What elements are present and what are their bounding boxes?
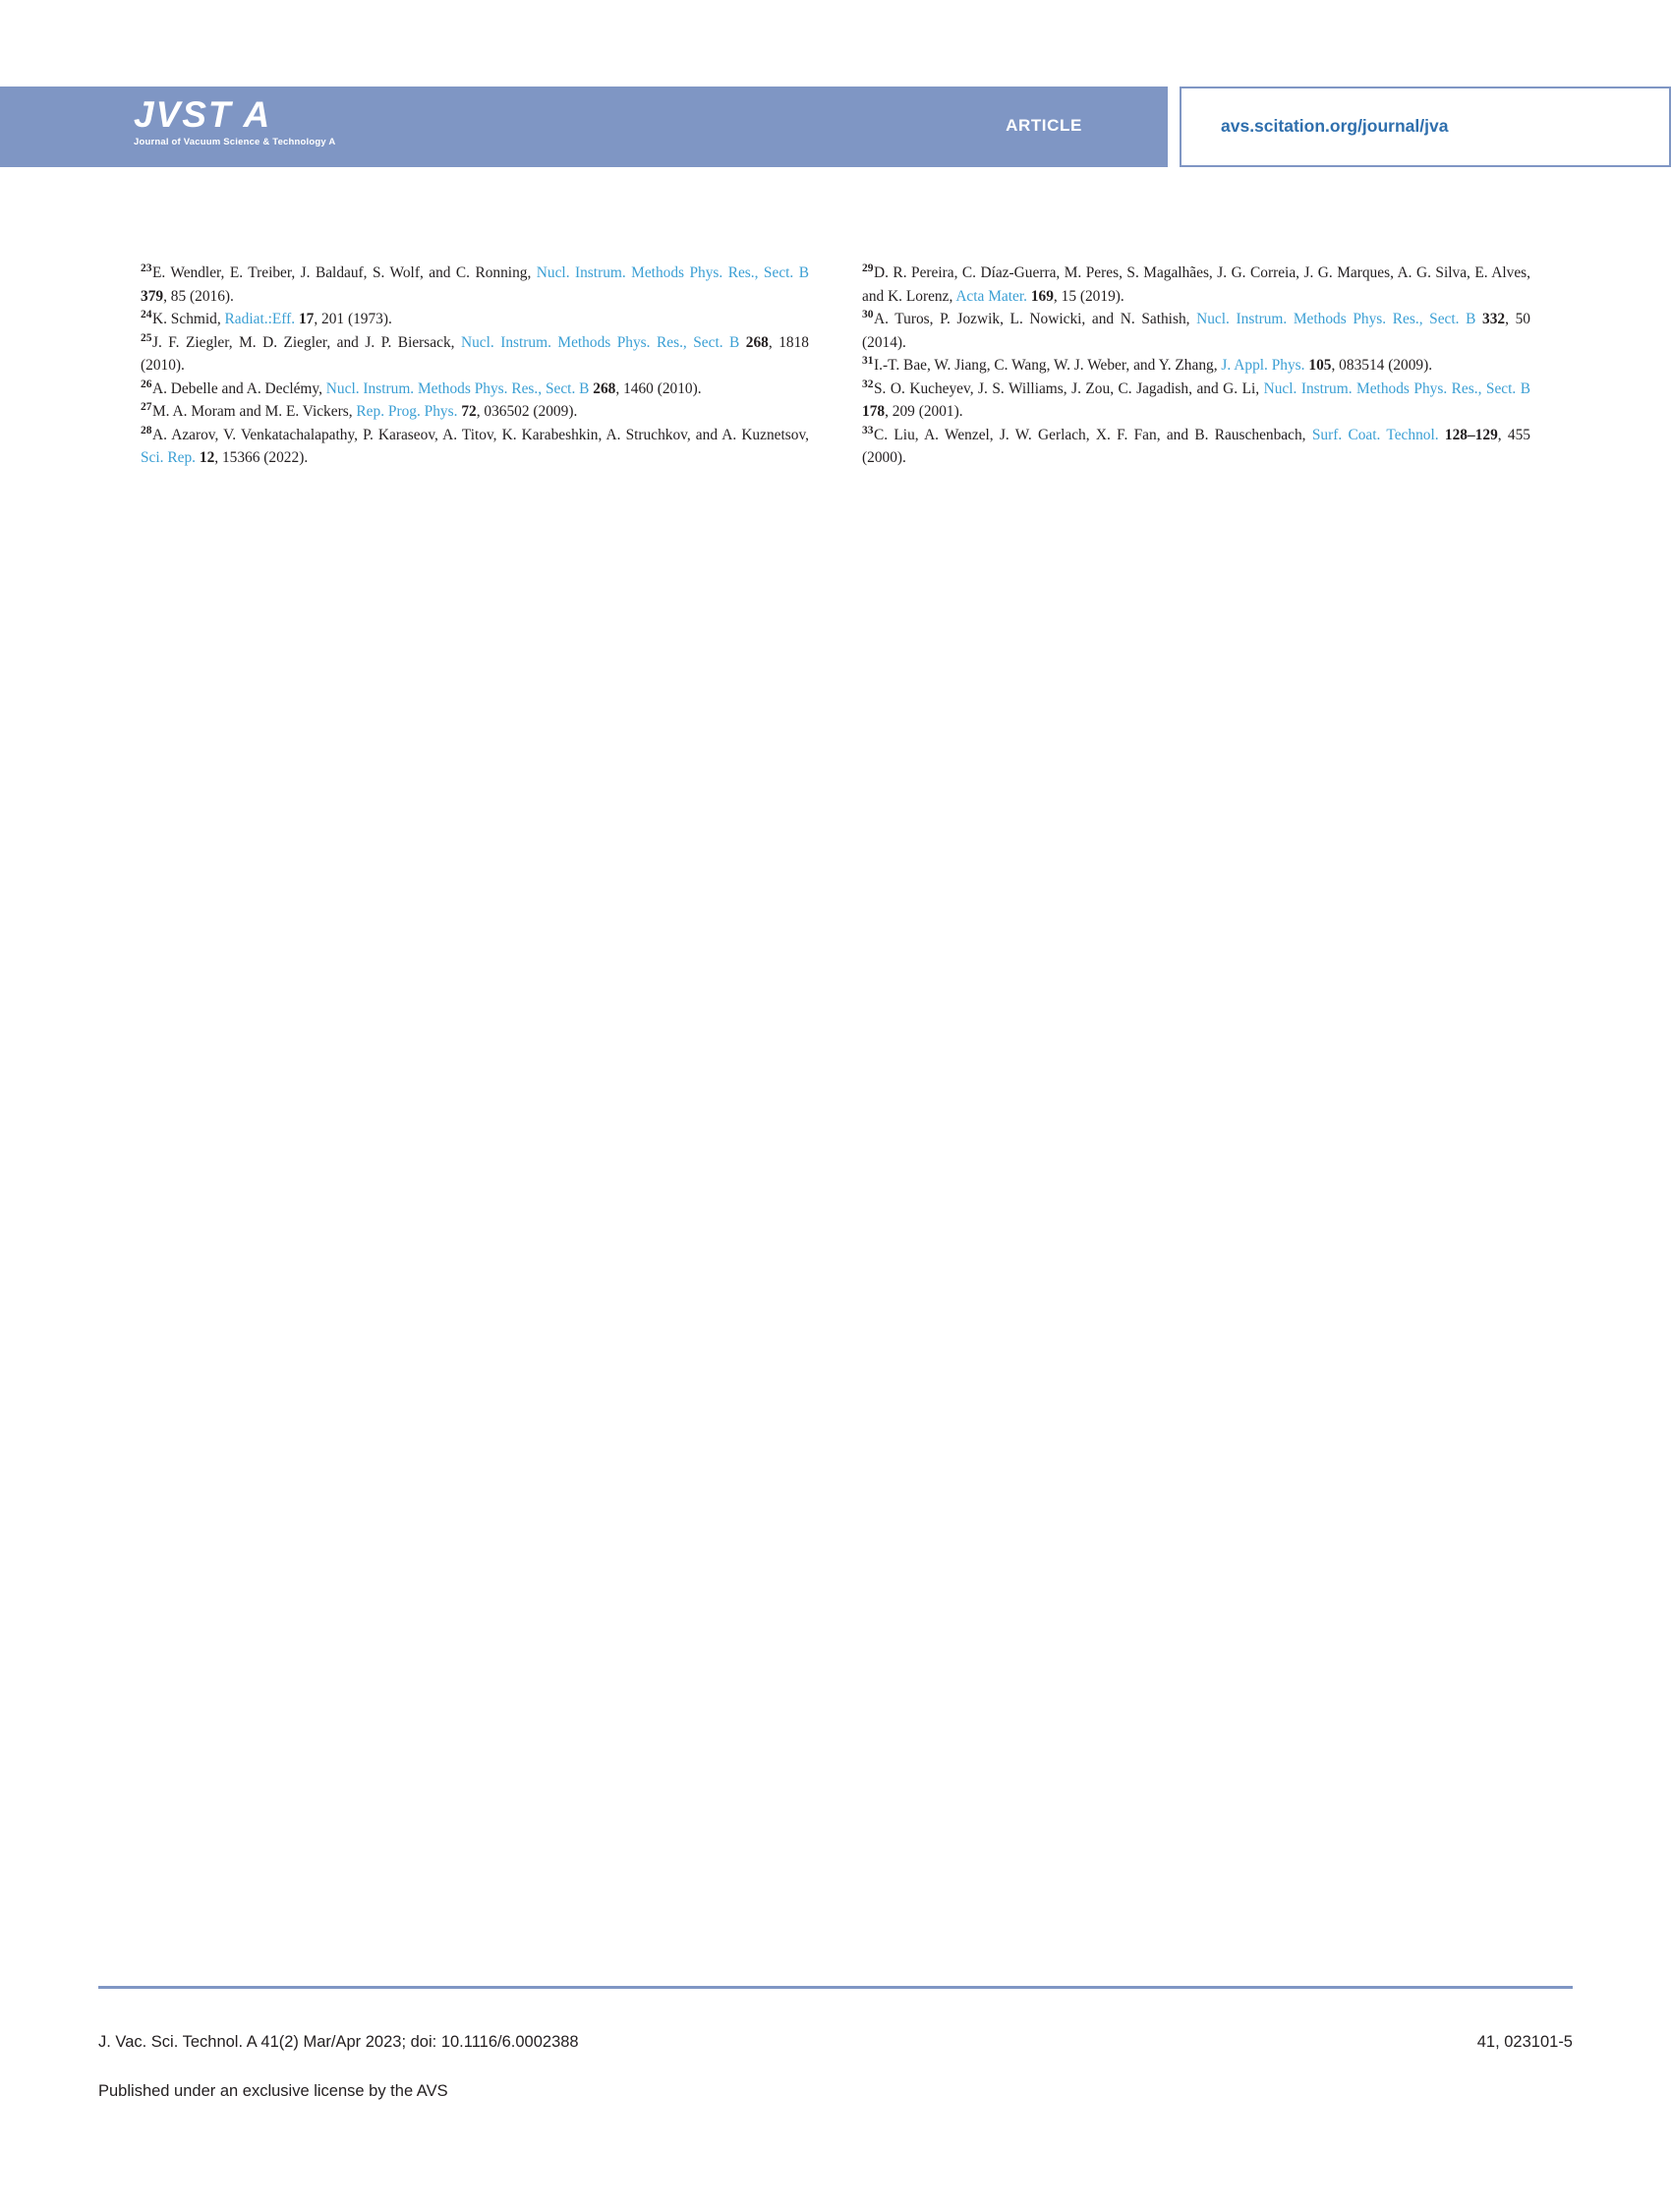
reference-volume: 332 (1482, 311, 1506, 327)
reference-item (141, 400, 809, 424)
reference-number: 26 (141, 378, 152, 390)
reference-text: S. O. Kucheyev, J. S. Williams, J. Zou, C. Jagadish, and G. Li, (874, 379, 1264, 397)
reference-number: 33 (862, 424, 874, 437)
reference-number: 32 (862, 378, 874, 390)
reference-journal-link[interactable]: Nucl. Instrum. Methods Phys. Res., Sect. B (1263, 379, 1530, 397)
reference-item (862, 424, 1530, 470)
reference-text: , 1460 (2010). (615, 379, 702, 397)
reference-volume: 268 (593, 379, 616, 397)
reference-journal-link[interactable]: Sci. Rep. (141, 449, 197, 466)
reference-journal-link[interactable]: Nucl. Instrum. Methods Phys. Res., Sect. B (536, 264, 809, 281)
reference-item (141, 378, 809, 401)
reference-text: , 201 (1973). (314, 311, 392, 327)
reference-number: 30 (862, 309, 874, 320)
reference-item (141, 262, 809, 308)
reference-text: A. Turos, P. Jozwik, L. Nowicki, and N. Sathish, (874, 311, 1197, 327)
reference-journal-link[interactable]: Surf. Coat. Technol. (1311, 426, 1439, 443)
reference-text: , 15 (2019). (1053, 287, 1124, 305)
reference-text: , 15366 (2022). (214, 449, 309, 466)
reference-volume: 178 (862, 403, 886, 420)
journal-url-link[interactable]: avs.scitation.org/journal/jva (1221, 116, 1449, 136)
reference-journal-link[interactable]: Nucl. Instrum. Methods Phys. Res., Sect. B (460, 333, 740, 351)
reference-journal-link[interactable]: Rep. Prog. Phys. (356, 403, 458, 420)
reference-text: K. Schmid, (152, 311, 225, 327)
reference-text: , 1818 (2010). (141, 333, 809, 374)
reference-journal-link[interactable]: Nucl. Instrum. Methods Phys. Res., Sect. B (325, 379, 590, 397)
reference-text: E. Wendler, E. Treiber, J. Baldauf, S. Wolf, and C. Ronning, (152, 264, 537, 281)
reference-volume: 379 (141, 287, 164, 305)
references-column-right (862, 262, 1530, 470)
reference-volume: 128–129 (1444, 426, 1498, 443)
reference-item (141, 424, 809, 470)
reference-text: C. Liu, A. Wenzel, J. W. Gerlach, X. F. Fan, and B. Rauschenbach, (874, 426, 1312, 443)
page-header (0, 87, 1671, 167)
reference-journal-link[interactable]: Nucl. Instrum. Methods Phys. Res., Sect. B (1196, 311, 1476, 327)
reference-number: 25 (141, 331, 152, 344)
journal-logo (134, 94, 335, 148)
reference-number: 28 (141, 424, 152, 437)
reference-text: J. F. Ziegler, M. D. Ziegler, and J. P. Biersack, (152, 333, 461, 351)
footer-divider (98, 1986, 1573, 1989)
footer-citation: J. Vac. Sci. Technol. A 41(2) Mar/Apr 2023; doi: 10.1116/6.0002388 (98, 2033, 579, 2051)
reference-text: I.-T. Bae, W. Jiang, C. Wang, W. J. Weber, and Y. Zhang, (874, 357, 1222, 374)
reference-text: M. A. Moram and M. E. Vickers, (152, 403, 357, 420)
footer-license: Published under an exclusive license by the AVS (98, 2082, 448, 2100)
reference-item (141, 308, 809, 331)
reference-text: , 209 (2001). (885, 403, 963, 420)
reference-item (862, 378, 1530, 424)
reference-text: , 036502 (2009). (476, 403, 578, 420)
reference-volume: 169 (1030, 287, 1054, 305)
reference-text: , 85 (2016). (163, 287, 234, 305)
reference-item (862, 308, 1530, 354)
article-type-label: ARTICLE (1006, 116, 1082, 135)
reference-volume: 17 (298, 311, 315, 327)
reference-number: 31 (862, 355, 874, 367)
reference-text: A. Azarov, V. Venkatachalapathy, P. Karaseov, A. Titov, K. Karabeshkin, A. Struchkov, and A. Kuznetsov, (152, 426, 809, 443)
journal-logo-subtitle: Journal of Vacuum Science & Technology A (134, 137, 336, 147)
reference-number: 23 (141, 262, 152, 274)
reference-text: , 455 (2000). (862, 426, 1530, 466)
reference-journal-link[interactable]: Acta Mater. (955, 287, 1027, 305)
reference-item (141, 331, 809, 378)
reference-number: 24 (141, 309, 152, 320)
footer-page-marker: 41, 023101-5 (1476, 2033, 1573, 2051)
reference-volume: 268 (745, 333, 769, 351)
reference-journal-link[interactable]: J. Appl. Phys. (1221, 357, 1305, 374)
reference-item (862, 262, 1530, 308)
reference-text: , 50 (2014). (862, 311, 1530, 351)
journal-logo-title: JVST A (134, 94, 272, 135)
reference-text: , 083514 (2009). (1331, 357, 1433, 374)
reference-volume: 12 (199, 449, 215, 466)
reference-volume: 105 (1308, 357, 1332, 374)
reference-journal-link[interactable]: Radiat.:Eff. (224, 311, 296, 327)
references-column-left (141, 262, 809, 470)
reference-number: 29 (862, 262, 874, 274)
reference-text: D. R. Pereira, C. Díaz-Guerra, M. Peres, S. Magalhães, J. G. Correia, J. G. Marques, A. G. Silva, E. Alves, and K. Lorenz, (862, 264, 1530, 305)
reference-volume: 72 (461, 403, 477, 420)
reference-text: A. Debelle and A. Declémy, (152, 379, 326, 397)
reference-item (862, 354, 1530, 378)
reference-number: 27 (141, 401, 152, 413)
